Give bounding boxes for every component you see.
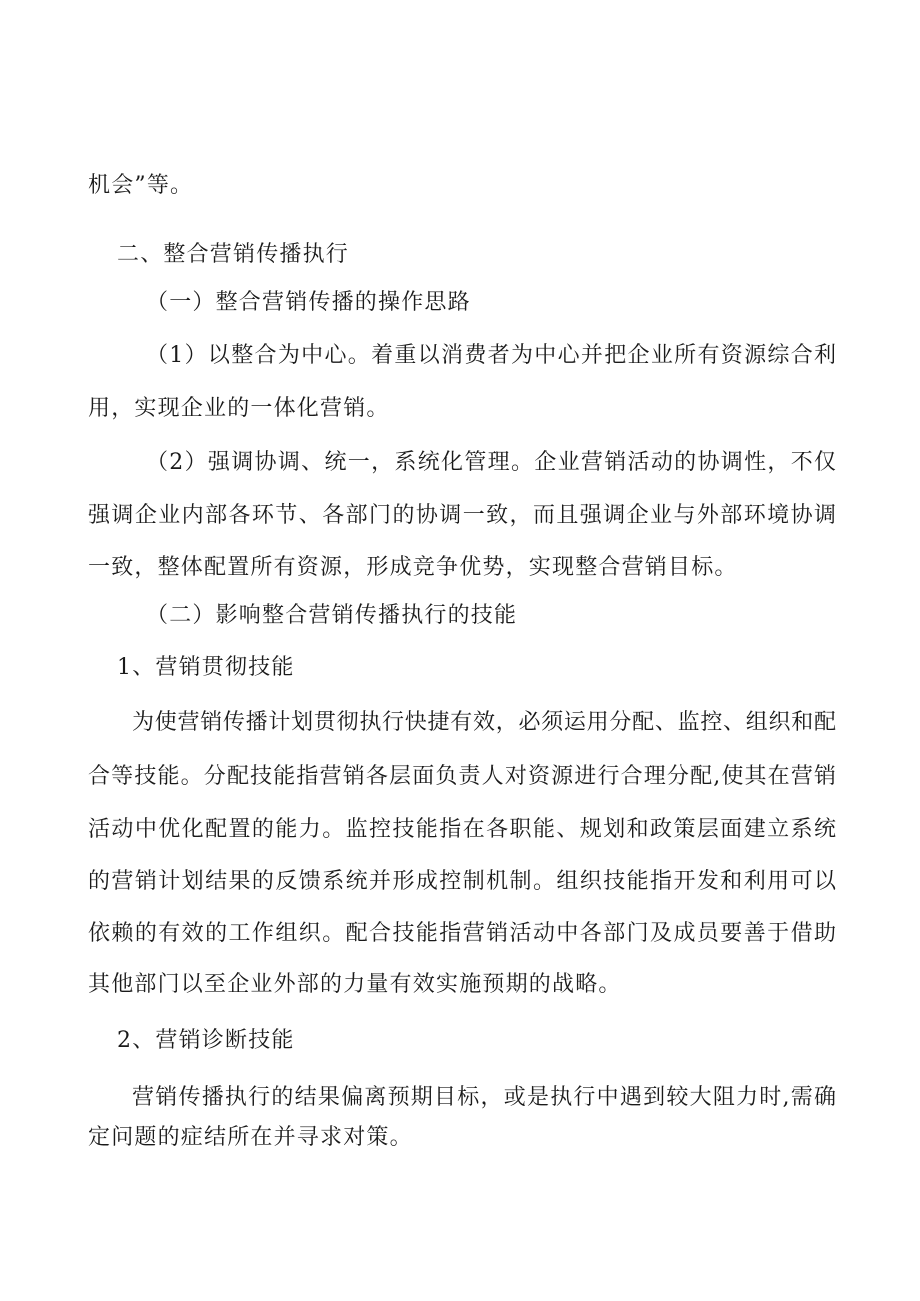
- paragraph-line: （2）强调协调、统一，系统化管理。企业营销活动的协调性，不仅: [146, 450, 836, 475]
- paragraph-line: 用，实现企业的一体化营销。: [88, 396, 390, 421]
- text-line: 机会”等。: [88, 173, 194, 198]
- paragraph-line: 的营销计划结果的反馈系统并形成控制机制。组织技能指开发和利用可以: [88, 869, 836, 894]
- subsection-heading: （二）影响整合营销传播执行的技能: [146, 603, 518, 628]
- paragraph-line: 为使营销传播计划贯彻执行快捷有效，必须运用分配、监控、组织和配: [132, 710, 836, 735]
- paragraph-line: 其他部门以至企业外部的力量有效实施预期的战略。: [88, 972, 622, 997]
- item-heading: 1、营销贯彻技能: [117, 655, 295, 680]
- paragraph-line: 强调企业内部各环节、各部门的协调一致，而且强调企业与外部环境协调: [88, 503, 836, 528]
- subsection-heading: （一）整合营销传播的操作思路: [146, 290, 471, 315]
- paragraph-line: （1）以整合为中心。着重以消费者为中心并把企业所有资源综合利: [146, 343, 836, 368]
- paragraph-line: 定问题的症结所在并寻求对策。: [88, 1125, 413, 1150]
- section-heading: 二、整合营销传播执行: [117, 242, 350, 267]
- paragraph-line: 依赖的有效的工作组织。配合技能指营销活动中各部门及成员要善于借助: [88, 921, 836, 946]
- paragraph-line: 一致，整体配置所有资源，形成竞争优势，实现整合营销目标。: [88, 555, 738, 580]
- paragraph-line: 活动中优化配置的能力。监控技能指在各职能、规划和政策层面建立系统: [88, 817, 836, 842]
- item-heading: 2、营销诊断技能: [117, 1028, 295, 1053]
- paragraph-line: 合等技能。分配技能指营销各层面负责人对资源进行合理分配,使其在营销: [88, 764, 836, 789]
- paragraph-line: 营销传播执行的结果偏离预期目标，或是执行中遇到较大阻力时,需确: [132, 1085, 836, 1110]
